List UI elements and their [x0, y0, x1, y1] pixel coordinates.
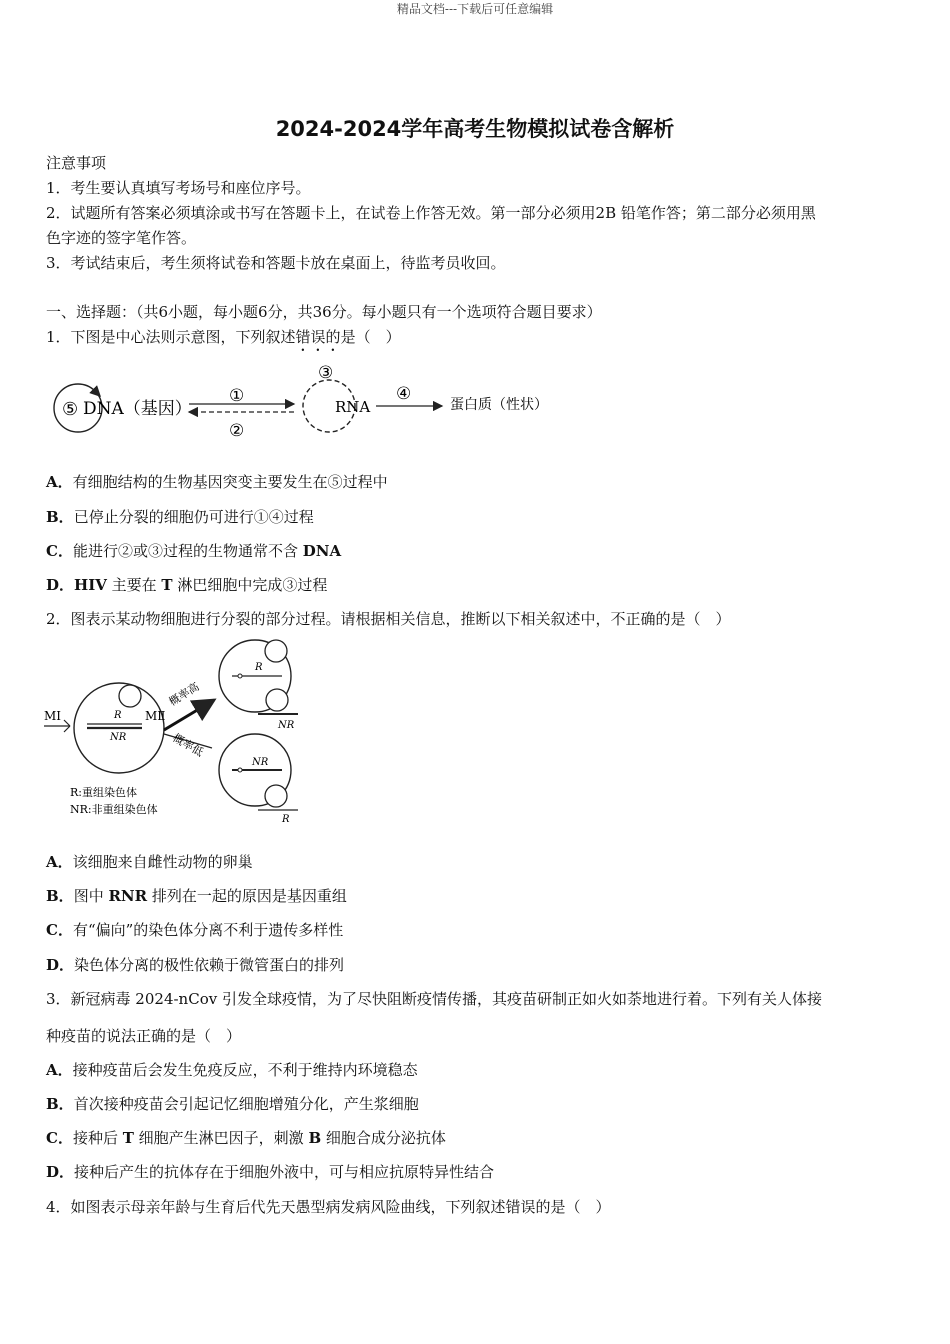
option-label: C．: [46, 921, 73, 939]
q2-option-b[interactable]: [46, 885, 347, 906]
option-label: A．: [46, 853, 73, 871]
option-text: 已停止分裂的细胞仍可进行①④过程: [73, 508, 314, 526]
nr-label: NR: [252, 757, 269, 768]
notice-item: 3．考试结束后，考生须将试卷和答题卡放在桌面上，待监考员收回。: [46, 254, 506, 272]
option-label: D．: [46, 576, 75, 594]
option-label: C．: [46, 542, 73, 560]
high-label: 概率高: [166, 680, 202, 709]
nr-label: NR: [278, 720, 295, 731]
q2-option-c[interactable]: [46, 919, 343, 940]
option-text: 接种疫苗后会发生免疫反应，不利于维持内环境稳态: [72, 1061, 418, 1079]
q2-stem: 2．图表示某动物细胞进行分裂的部分过程。请根据相关信息，推断以下相关叙述中，不正确的是（ ）: [46, 610, 731, 628]
notice-item: 色字迹的签字笔作答。: [46, 229, 197, 247]
label-5: ⑤: [62, 399, 79, 420]
polar-body-top: [265, 640, 287, 662]
q3-option-a[interactable]: [46, 1059, 418, 1080]
q1-stem: [46, 326, 401, 355]
notice-item: 1．考生要认真填写考场号和座位序号。: [46, 179, 311, 197]
legend-r: R:重组染色体: [70, 786, 137, 799]
cell-division-figure: [44, 638, 304, 828]
q3-stem-line1: 3．新冠病毒 2024-nCov 引发全球疫情，为了尽快阻断疫情传播，其疫苗研制正如火如荼地进行着。下列有关人体接: [46, 990, 822, 1008]
label-3: ③: [318, 363, 334, 383]
r-label: R: [114, 710, 122, 721]
option-label: B．: [46, 887, 74, 905]
q1-option-a[interactable]: [46, 471, 388, 492]
protein-label: 蛋白质（性状）: [450, 397, 548, 413]
q1-option-b[interactable]: [46, 506, 314, 527]
page-header: 精品文档---下载后可任意编辑: [396, 2, 554, 16]
r-label: R: [282, 814, 290, 825]
option-label: C．: [46, 1129, 73, 1147]
option-text: 能进行②或③过程的生物通常不含 DNA: [72, 542, 342, 560]
option-label: A．: [46, 1061, 73, 1079]
q3-stem-line2: 种疫苗的说法正确的是（ ）: [46, 1027, 242, 1045]
option-text: 该细胞来自雌性动物的卵巢: [72, 853, 253, 871]
legend-nr: NR:非重组染色体: [70, 803, 158, 816]
option-text: 接种后 T 细胞产生淋巴因子，刺激 B 细胞合成分泌抗体: [72, 1129, 446, 1147]
centromere: [238, 674, 242, 678]
polar-body-bottom: [265, 785, 287, 807]
polar-body-bottom: [266, 689, 288, 711]
option-text: 有“偏向”的染色体分离不利于遗传多样性: [72, 921, 344, 939]
option-label: B．: [46, 508, 74, 526]
replication-arrow: [94, 390, 100, 396]
polar-body: [119, 685, 141, 707]
option-label: B．: [46, 1095, 74, 1113]
q1-stem-pre: 1．下图是中心法则示意图，下列叙述: [46, 328, 296, 346]
mi-label: MⅠ: [44, 709, 62, 723]
nr-label: NR: [110, 732, 127, 743]
option-text: 接种后产生的抗体存在于细胞外液中，可与相应抗原特异性结合: [74, 1163, 495, 1181]
label-4: ④: [396, 384, 412, 404]
q4-stem: 4．如图表示母亲年龄与生育后代先天愚型病发病风险曲线，下列叙述错误的是（ ）: [46, 1198, 611, 1216]
q1-stem-post: 是（ ）: [340, 328, 401, 346]
centromere: [238, 768, 242, 772]
notice-item: 2．试题所有答案必须填涂或书写在答题卡上，在试卷上作答无效。第一部分必须用2B 铅笔作答；第二部分必须用黑: [46, 204, 816, 222]
label-1: ①: [229, 386, 245, 406]
notice-heading: 注意事项: [46, 154, 107, 172]
option-text: HIV 主要在 T 淋巴细胞中完成③过程: [74, 576, 328, 594]
r-label: R: [255, 662, 263, 673]
option-text: 首次接种疫苗会引起记忆细胞增殖分化，产生浆细胞: [73, 1095, 419, 1113]
option-label: A．: [46, 473, 73, 491]
section-heading: 一、选择题：（共6小题，每小题6分，共36分。每小题只有一个选项符合题目要求）: [46, 303, 602, 321]
dna-label: DNA（基因）: [83, 399, 192, 419]
option-label: D．: [46, 956, 75, 974]
q1-option-d[interactable]: [46, 574, 327, 595]
mii-label: MⅡ: [145, 709, 166, 723]
q2-option-d[interactable]: [46, 954, 344, 975]
page-title: 2024-2024学年高考生物模拟试卷含解析: [275, 117, 675, 141]
q3-option-d[interactable]: [46, 1161, 494, 1182]
q1-option-c[interactable]: [46, 540, 341, 561]
q3-option-b[interactable]: [46, 1093, 419, 1114]
q1-stem-emphasis: 错误的: [295, 328, 341, 346]
central-dogma-figure: [46, 356, 566, 446]
label-2: ②: [229, 421, 245, 441]
option-text: 图中 RNR 排列在一起的原因是基因重组: [73, 887, 347, 905]
low-label: 概率低: [170, 731, 206, 760]
option-text: 染色体分离的极性依赖于微管蛋白的排列: [74, 956, 345, 974]
q3-option-c[interactable]: [46, 1127, 446, 1148]
option-text: 有细胞结构的生物基因突变主要发生在⑤过程中: [72, 473, 388, 491]
q2-option-a[interactable]: [46, 851, 253, 872]
option-label: D．: [46, 1163, 75, 1181]
rna-label: RNA: [335, 398, 371, 416]
